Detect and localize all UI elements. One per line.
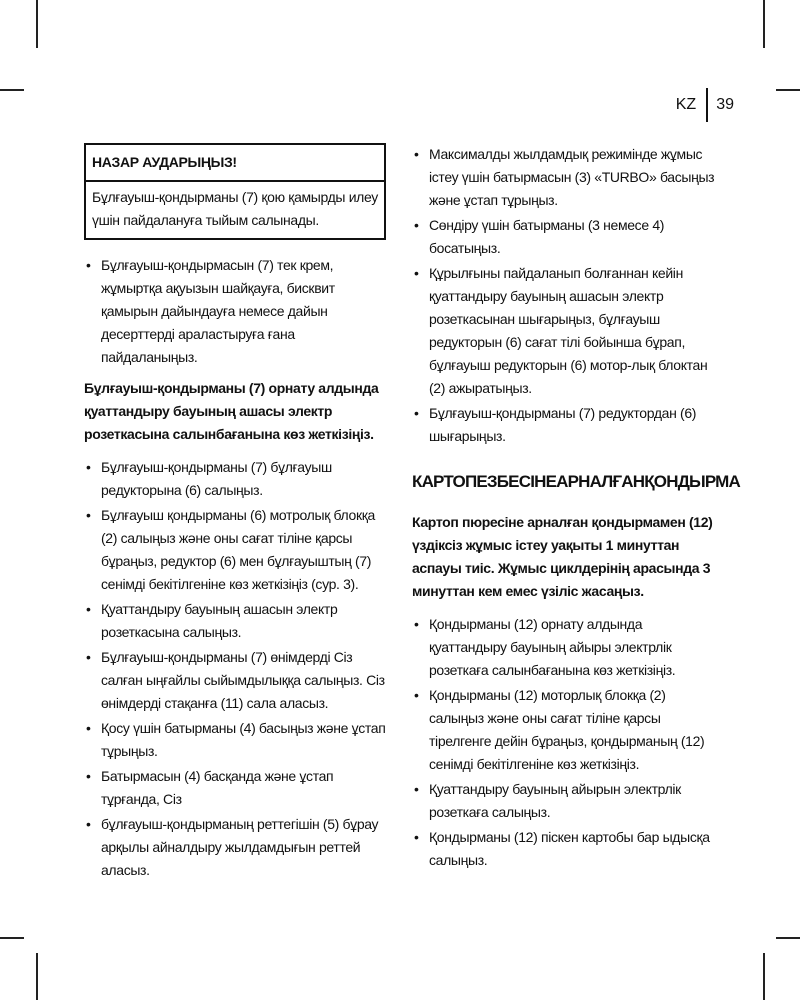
- list-item: • Бұлғауыш-қондырмасын (7) тек крем, жұмыртқа ақуызын шайқауға, бисквит қамырын дайындауға немесе дайын десерттерді араластыруға ғана пайдаланыңыз.: [84, 254, 386, 369]
- right-bullet-list-1: [412, 143, 718, 448]
- list-item: • Батырмасын (4) басқанда және ұстап тұрғанда, Сіз: [84, 765, 386, 811]
- right-bullet-list-2: [412, 613, 718, 872]
- list-item: • Қондырманы (12) орнату алдында қуаттандыру бауының айыры электрлік розеткаға салынбағанына көз жеткізіңіз.: [412, 613, 718, 682]
- right-bold-note: Картоп пюресіне арналған қондырмамен (12) үздіксіз жұмыс істеу уақыты 1 минуттан аспауы тиіс. Жұмыс циклдерінің арасында 3 минуттан кем емес үзіліс жасаңыз.: [412, 514, 713, 599]
- crop-mark-bottom-left: [36, 953, 38, 1000]
- left-bullet-list-2: [84, 456, 386, 882]
- list-item: • Қондырманы (12) моторлық блокқа (2) салыңыз және оны сағат тіліне қарсы тірелгенге дейін бұраңыз, қондырманың (12) сенімді бекітілгеніне көз жеткізіңіз.: [412, 684, 718, 776]
- left-column: [84, 143, 386, 890]
- list-item: • Бұлғауыш-қондырманы (7) редуктордан (6) шығарыңыз.: [412, 402, 718, 448]
- list-item: • Қуаттандыру бауының ашасын электр розеткасына салыңыз.: [84, 598, 386, 644]
- crop-mark-right-upper: [776, 89, 800, 91]
- crop-mark-left-lower: [0, 937, 24, 939]
- list-item: • бұлғауыш-қондырманың реттегішін (5) бұрау арқылы айналдыру жылдамдығын реттей аласыз.: [84, 813, 386, 882]
- crop-mark-left-upper: [0, 89, 24, 91]
- right-column: [412, 143, 741, 880]
- warning-box: [84, 143, 386, 240]
- crop-mark-right-lower: [776, 937, 800, 939]
- language-code: KZ: [675, 96, 697, 113]
- page-header: [676, 88, 734, 122]
- crop-mark-top-left: [36, 0, 38, 48]
- list-item: • Бұлғауыш-қондырманы (7) өнімдерді Сіз салған ыңғайлы сыйымдылыққа салыңыз. Сіз өнімдерді стақанға (11) сала аласыз.: [84, 646, 386, 715]
- list-item: • Қуаттандыру бауының айырын электрлік розеткаға салыңыз.: [412, 778, 718, 824]
- warning-title: НАЗАР АУДАРЫҢЫЗ!: [86, 145, 384, 182]
- section-title: КАРТОПЕЗБЕСІНЕАРНАЛҒАНҚОНДЫРМА: [412, 472, 741, 491]
- list-item: • Максималды жылдамдық режимінде жұмыс істеу үшін батырмасын (3) «TURBO» басыңыз және ұстап тұрыңыз.: [412, 143, 718, 212]
- list-item: • Құрылғыны пайдаланып болғаннан кейін қуаттандыру бауының ашасын электр розеткасынан шығарыңыз, бұлғауыш редукторын (6) сағат тілі бойынша бұрап, бұлғауыш редукторын (6) мотор-лық блоктан (2) ажыратыңыз.: [412, 262, 718, 400]
- list-item: • Бұлғауыш-қондырманы (7) бұлғауыш редукторына (6) салыңыз.: [84, 456, 386, 502]
- left-bullet-list-1: [84, 254, 386, 369]
- list-item: • Қондырманы (12) піскен картобы бар ыдысқа салыңыз.: [412, 826, 718, 872]
- page-number: 39: [716, 96, 734, 113]
- list-item: • Сөндіру үшін батырманы (3 немесе 4) босатыңыз.: [412, 214, 718, 260]
- crop-mark-top-right: [763, 0, 765, 48]
- warning-body: Бұлғауыш-қондырманы (7) қою қамырды илеу үшін пайдалануға тыйым салынады.: [92, 189, 378, 228]
- list-item: • Қосу үшін батырманы (4) басыңыз және ұстап тұрыңыз.: [84, 717, 386, 763]
- crop-mark-bottom-right: [763, 953, 765, 1000]
- list-item: • Бұлғауыш қондырманы (6) мотролық блокқа (2) салыңыз және оны сағат тіліне қарсы бұраңыз, редуктор (6) мен бұлғауыштың (7) сенімді бекітілгеніне көз жеткізіңіз (сур. 3).: [84, 504, 386, 596]
- left-bold-note: Бұлғауыш-қондырманы (7) орнату алдында қуаттандыру бауының ашасы электр розеткасына салынбағанына көз жеткізіңіз.: [84, 380, 379, 442]
